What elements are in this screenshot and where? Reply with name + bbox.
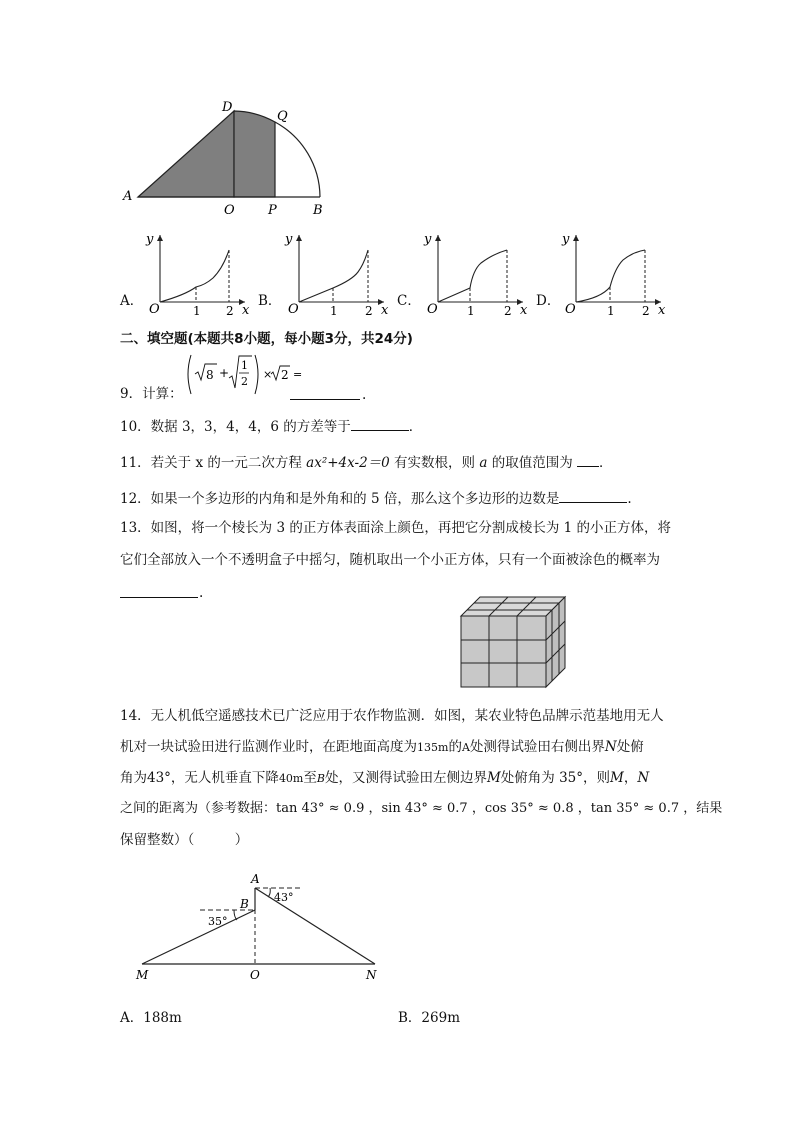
q14-line5: 保留整数）（ ） [120,832,249,848]
svg-text:1: 1 [607,304,615,318]
svg-text:1: 1 [241,359,248,372]
svg-text:1: 1 [193,304,201,318]
svg-text:O: O [149,302,160,317]
option-C-label: C． [397,293,421,309]
svg-text:2: 2 [226,304,234,318]
q12-text: 12．如果一个多边形的内角和是外角和的 5 倍，那么这个多边形的边数是 . [120,488,632,508]
svg-text:N: N [366,968,377,982]
q12-answer-blank[interactable] [559,488,627,503]
svg-text:2: 2 [504,304,512,318]
svg-text:B: B [240,897,249,911]
cube-figure [458,594,568,690]
svg-text:y: y [146,232,154,247]
svg-text:x: x [242,303,250,318]
q10-text: 10．数据 3，3，4，4，6 的方差等于 ． [120,416,422,436]
svg-text:A: A [251,872,260,886]
svg-text:x: x [520,303,528,318]
shaded-arc-region [234,111,275,197]
quarter-arc [275,122,320,197]
q14-line4: 之间的距离为（参考数据：tan 43° ≈ 0.9 ，sin 43° ≈ 0.7 ，cos 35° ≈ 0.8 ，tan 35° ≈ 0.7 ，结果 [120,801,723,816]
q11-answer-blank[interactable] [577,452,599,467]
option-A-label: A． [120,293,144,309]
drone-figure [130,868,390,986]
section-2-title: 二、填空题(本题共8小题，每小题3分，共24分) [120,331,413,347]
svg-text:2: 2 [642,304,650,318]
svg-text:x: x [658,303,666,318]
svg-text:2: 2 [365,304,373,318]
q9-answer-blank[interactable] [290,386,360,400]
svg-text:8: 8 [206,368,214,382]
label-B: B [313,203,323,218]
graph-C [423,230,533,318]
label-D: D [222,100,233,115]
label-Q: Q [277,109,288,124]
label-A: A [123,189,133,204]
q9-expression-text: (√8 + √(1/2)) × √2 = [185,352,196,353]
svg-text:x: x [381,303,389,318]
graph-D [561,230,671,318]
svg-text:43°: 43° [274,891,294,904]
q13-line1: 13．如图，将一个棱长为 3 的正方体表面涂上颜色，再把它分割成棱长为 1 的小正方体，将 [120,520,672,536]
answer-option-B[interactable]: B．269m [398,1010,460,1026]
svg-text:×: × [263,368,273,381]
answer-option-A[interactable]: A．188m [120,1010,182,1026]
svg-text:35°: 35° [208,915,228,928]
svg-text:2: 2 [281,368,289,382]
svg-text:O: O [250,968,260,982]
q14-line1: 14．无人机低空遥感技术已广泛应用于农作物监测．如图，某农业特色品牌示范基地用无人 [120,708,664,724]
svg-text:O: O [427,302,438,317]
q10-answer-blank[interactable] [351,416,409,431]
svg-text:y: y [285,232,293,247]
svg-text:y: y [424,232,432,247]
svg-text:=: = [293,368,303,381]
svg-text:1: 1 [330,304,338,318]
q14-line2: 机对一块试验田进行监测作业时，在距地面高度为135m的A处测得试验田右侧出界N处俯 [120,739,644,755]
shaded-region [138,111,234,197]
q9-expression [185,352,303,398]
q9-label: 9．计算： [120,386,183,402]
svg-text:y: y [562,232,570,247]
top-figure [118,96,338,218]
svg-text:+: + [219,366,230,380]
svg-text:O: O [565,302,576,317]
graph-B [284,230,394,318]
q11-text: 11．若关于 x 的一元二次方程 ax²+4x-2＝0 有实数根，则 a 的取值范围为 ． [120,452,613,472]
q13-line2: 它们全部放入一个不透明盒子中摇匀，随机取出一个小正方体，只有一个面被涂色的概率为 [120,552,660,568]
option-D-label: D． [536,293,561,309]
svg-text:1: 1 [467,304,475,318]
option-B-label: B． [258,293,282,309]
label-O: O [224,203,235,218]
q14-line3: 角为43°，无人机垂直下降40m至B处，又测得试验田左侧边界M处俯角为 35°，则M，N [120,770,650,786]
label-P: P [268,203,277,218]
svg-text:O: O [288,302,299,317]
q13-answer-blank[interactable] [120,584,198,598]
svg-text:2: 2 [241,375,248,388]
graph-A [145,230,255,318]
svg-text:M: M [136,968,149,982]
